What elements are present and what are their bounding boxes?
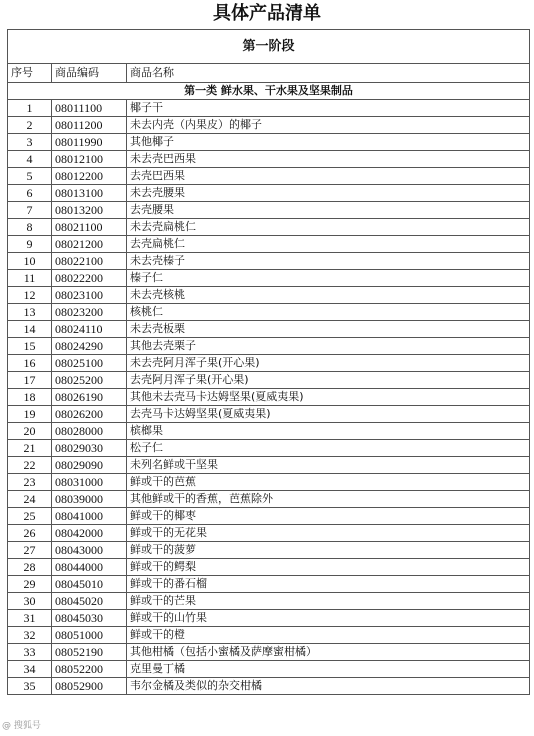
row-name: 未去壳扁桃仁	[127, 219, 530, 236]
row-name: 椰子干	[127, 100, 530, 117]
row-code: 08051000	[52, 627, 127, 644]
row-name: 鲜或干的番石榴	[127, 576, 530, 593]
row-code: 08026200	[52, 406, 127, 423]
table-row	[8, 491, 530, 508]
row-code: 08024290	[52, 338, 127, 355]
row-name: 去壳巴西果	[127, 168, 530, 185]
row-name: 韦尔金橘及类似的杂交柑橘	[127, 678, 530, 695]
header-name: 商品名称	[127, 64, 530, 83]
row-name: 其他未去壳马卡达姆坚果(夏威夷果)	[127, 389, 530, 406]
row-index: 21	[8, 440, 52, 457]
row-code: 08043000	[52, 542, 127, 559]
table-row	[8, 202, 530, 219]
row-name: 未列名鲜或干坚果	[127, 457, 530, 474]
row-name: 克里曼丁橘	[127, 661, 530, 678]
row-index: 17	[8, 372, 52, 389]
row-index: 34	[8, 661, 52, 678]
table-row	[8, 610, 530, 627]
table-row	[8, 151, 530, 168]
row-code: 08025200	[52, 372, 127, 389]
row-index: 18	[8, 389, 52, 406]
row-name: 未去壳阿月浑子果(开心果)	[127, 355, 530, 372]
table-row	[8, 576, 530, 593]
row-code: 08013200	[52, 202, 127, 219]
row-code: 08023100	[52, 287, 127, 304]
row-index: 14	[8, 321, 52, 338]
row-name: 去壳马卡达姆坚果(夏威夷果)	[127, 406, 530, 423]
header-code: 商品编码	[52, 64, 127, 83]
row-code: 08041000	[52, 508, 127, 525]
row-name: 其他去壳栗子	[127, 338, 530, 355]
row-code: 08021200	[52, 236, 127, 253]
table-row	[8, 168, 530, 185]
row-name: 去壳腰果	[127, 202, 530, 219]
row-name: 鲜或干的无花果	[127, 525, 530, 542]
row-index: 16	[8, 355, 52, 372]
row-index: 13	[8, 304, 52, 321]
row-code: 08011990	[52, 134, 127, 151]
row-code: 08031000	[52, 474, 127, 491]
row-name: 鲜或干的芭蕉	[127, 474, 530, 491]
row-index: 23	[8, 474, 52, 491]
table-row	[8, 678, 530, 695]
table-row	[8, 219, 530, 236]
row-name: 去壳扁桃仁	[127, 236, 530, 253]
row-index: 30	[8, 593, 52, 610]
row-index: 1	[8, 100, 52, 117]
table-row	[8, 134, 530, 151]
table-row	[8, 355, 530, 372]
row-code: 08011100	[52, 100, 127, 117]
row-code: 08052900	[52, 678, 127, 695]
row-name: 其他柑橘（包括小蜜橘及萨摩蜜柑橘）	[127, 644, 530, 661]
row-index: 32	[8, 627, 52, 644]
table-row	[8, 389, 530, 406]
row-name: 鲜或干的芒果	[127, 593, 530, 610]
row-name: 鲜或干的椰枣	[127, 508, 530, 525]
table-row	[8, 372, 530, 389]
table-row	[8, 253, 530, 270]
row-index: 22	[8, 457, 52, 474]
row-name: 未去壳榛子	[127, 253, 530, 270]
row-name: 核桃仁	[127, 304, 530, 321]
row-name: 鲜或干的菠萝	[127, 542, 530, 559]
row-index: 24	[8, 491, 52, 508]
row-name: 去壳阿月浑子果(开心果)	[127, 372, 530, 389]
table-row	[8, 406, 530, 423]
category-label: 第一类 鲜水果、干水果及坚果制品	[8, 83, 530, 100]
header-row	[8, 64, 530, 83]
row-name: 鲜或干的橙	[127, 627, 530, 644]
table-row	[8, 304, 530, 321]
row-code: 08029030	[52, 440, 127, 457]
table-row	[8, 338, 530, 355]
row-code: 08052200	[52, 661, 127, 678]
row-code: 08044000	[52, 559, 127, 576]
table-row	[8, 508, 530, 525]
table-row	[8, 593, 530, 610]
row-name: 榛子仁	[127, 270, 530, 287]
row-code: 08042000	[52, 525, 127, 542]
row-index: 2	[8, 117, 52, 134]
table-row	[8, 423, 530, 440]
table-row	[8, 457, 530, 474]
row-code: 08023200	[52, 304, 127, 321]
row-name: 鲜或干的鳄梨	[127, 559, 530, 576]
category-row	[8, 83, 530, 100]
table-row	[8, 542, 530, 559]
row-index: 5	[8, 168, 52, 185]
row-index: 7	[8, 202, 52, 219]
row-index: 26	[8, 525, 52, 542]
row-index: 6	[8, 185, 52, 202]
row-code: 08045030	[52, 610, 127, 627]
row-name: 其他椰子	[127, 134, 530, 151]
row-name: 未去壳巴西果	[127, 151, 530, 168]
row-index: 28	[8, 559, 52, 576]
row-code: 08028000	[52, 423, 127, 440]
row-code: 08052190	[52, 644, 127, 661]
table-row	[8, 270, 530, 287]
row-name: 未去壳腰果	[127, 185, 530, 202]
table-row	[8, 525, 530, 542]
row-code: 08012100	[52, 151, 127, 168]
row-index: 20	[8, 423, 52, 440]
row-code: 08045020	[52, 593, 127, 610]
row-index: 11	[8, 270, 52, 287]
row-code: 08029090	[52, 457, 127, 474]
row-index: 25	[8, 508, 52, 525]
table-row	[8, 440, 530, 457]
table-row	[8, 236, 530, 253]
row-name: 鲜或干的山竹果	[127, 610, 530, 627]
row-code: 08021100	[52, 219, 127, 236]
row-index: 27	[8, 542, 52, 559]
row-index: 12	[8, 287, 52, 304]
table-row	[8, 321, 530, 338]
watermark: @ 搜狐号	[2, 718, 41, 731]
table-row	[8, 627, 530, 644]
row-code: 08022200	[52, 270, 127, 287]
row-index: 4	[8, 151, 52, 168]
row-code: 08012200	[52, 168, 127, 185]
table-row	[8, 117, 530, 134]
product-table	[7, 29, 530, 695]
row-index: 29	[8, 576, 52, 593]
row-index: 31	[8, 610, 52, 627]
row-name: 其他鲜或干的香蕉，芭蕉除外	[127, 491, 530, 508]
row-code: 08011200	[52, 117, 127, 134]
table-row	[8, 474, 530, 491]
table-row	[8, 100, 530, 117]
row-code: 08024110	[52, 321, 127, 338]
table-row	[8, 287, 530, 304]
page-title: 具体产品清单	[213, 3, 321, 24]
stage-row	[8, 30, 530, 64]
row-index: 33	[8, 644, 52, 661]
row-index: 9	[8, 236, 52, 253]
row-name: 未去内壳（内果皮）的椰子	[127, 117, 530, 134]
row-index: 10	[8, 253, 52, 270]
table-row	[8, 644, 530, 661]
table-row	[8, 559, 530, 576]
table-row	[8, 661, 530, 678]
row-name: 槟榔果	[127, 423, 530, 440]
row-code: 08026190	[52, 389, 127, 406]
row-index: 3	[8, 134, 52, 151]
row-name: 未去壳核桃	[127, 287, 530, 304]
row-code: 08045010	[52, 576, 127, 593]
row-index: 35	[8, 678, 52, 695]
table-row	[8, 185, 530, 202]
row-name: 未去壳板栗	[127, 321, 530, 338]
row-index: 8	[8, 219, 52, 236]
row-index: 19	[8, 406, 52, 423]
row-code: 08013100	[52, 185, 127, 202]
row-code: 08025100	[52, 355, 127, 372]
stage-label: 第一阶段	[8, 30, 530, 64]
row-code: 08022100	[52, 253, 127, 270]
row-index: 15	[8, 338, 52, 355]
header-index: 序号	[8, 64, 52, 83]
row-code: 08039000	[52, 491, 127, 508]
row-name: 松子仁	[127, 440, 530, 457]
